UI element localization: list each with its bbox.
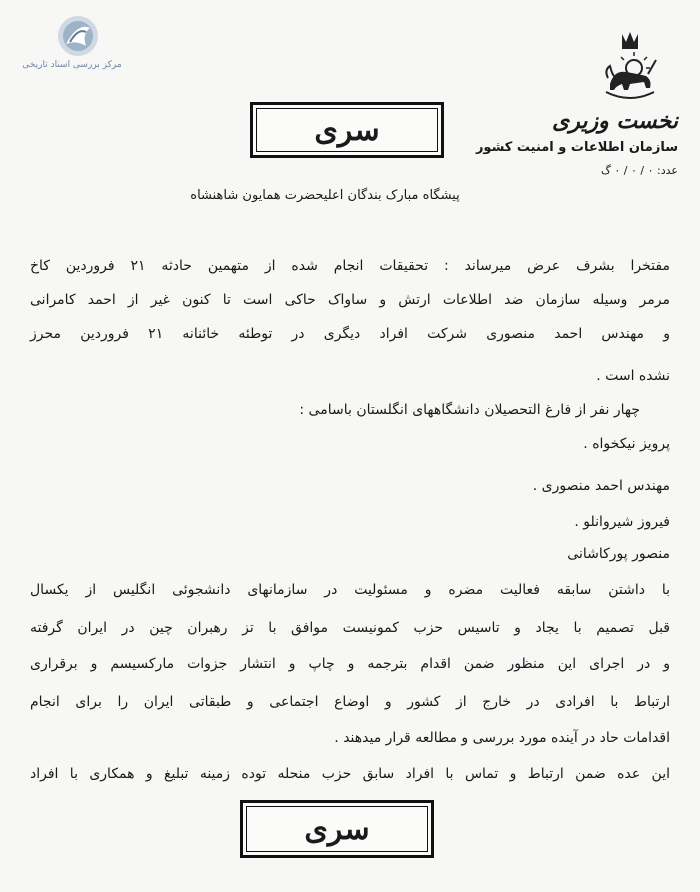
document-number: عدد: ۰ / ۰ / ۰ گ: [601, 164, 678, 177]
body-line: و مهندس احمد منصوری شرکت افراد دیگری در توطئه خائنانه ۲۱ فروردین محرز: [30, 326, 670, 342]
body-line: مفتخرا بشرف عرض میرساند : تحقیقات انجام شده از متهمین حادثه ۲۱ فروردین کاخ: [30, 258, 670, 274]
body-line: پرویز نیکخواه .: [583, 436, 670, 452]
body-line: فیروز شیروانلو .: [574, 514, 670, 530]
body-line: و در اجرای این منظور ضمن اقدام بترجمه و چاپ و انتشار جزوات مارکسیسم و برقراری: [30, 656, 670, 672]
body-line: اقدامات حاد در آینده مورد بررسی و مطالعه قرار میدهند .: [334, 730, 670, 746]
body-line: منصور پورکاشانی: [567, 546, 670, 562]
watermark: [12, 12, 132, 72]
organization-name: سازمان اطلاعات و امنیت کشور: [475, 140, 678, 155]
body-line: این عده ضمن ارتباط و تماس با افراد سابق حزب منحله توده زمینه تبلیغ و همکاری با افراد: [30, 766, 670, 782]
classification-stamp-bottom: سری: [240, 800, 434, 858]
office-title: نخست وزیری: [552, 108, 678, 134]
body-line: با داشتن سابقه فعالیت مضره و مسئولیت در سازمانهای دانشجوئی انگلیس از یکسال: [30, 582, 670, 598]
archive-logo-icon: [56, 14, 100, 58]
body-line: مرمر وسیله سازمان ضد اطلاعات ارتش و ساواک حاکی است تا کنون غیر از احمد کامرانی: [30, 292, 670, 308]
addressee-line: پیشگاه مبارک بندگان اعلیحضرت همایون شاهنشاه: [190, 188, 460, 203]
body-line: مهندس احمد منصوری .: [532, 478, 670, 494]
body-line: قبل تصمیم با یجاد و تاسیس حزب کمونیست موافق با تز رهبران چین در ایران گرفته: [30, 620, 670, 636]
body-line: نشده است .: [596, 368, 670, 384]
classification-stamp-top: سری: [250, 102, 444, 158]
lion-and-sun-icon: [600, 30, 660, 102]
watermark-text: مرکز بررسی اسناد تاریخی: [22, 60, 122, 70]
body-line: ارتباط با افرادی در خارج از کشور و اوضاع اجتماعی و طبقاتی ایران را برای انجام: [30, 694, 670, 710]
body-line: چهار نفر از فارغ التحصیلان دانشگاههای انگلستان باسامی :: [299, 402, 640, 418]
